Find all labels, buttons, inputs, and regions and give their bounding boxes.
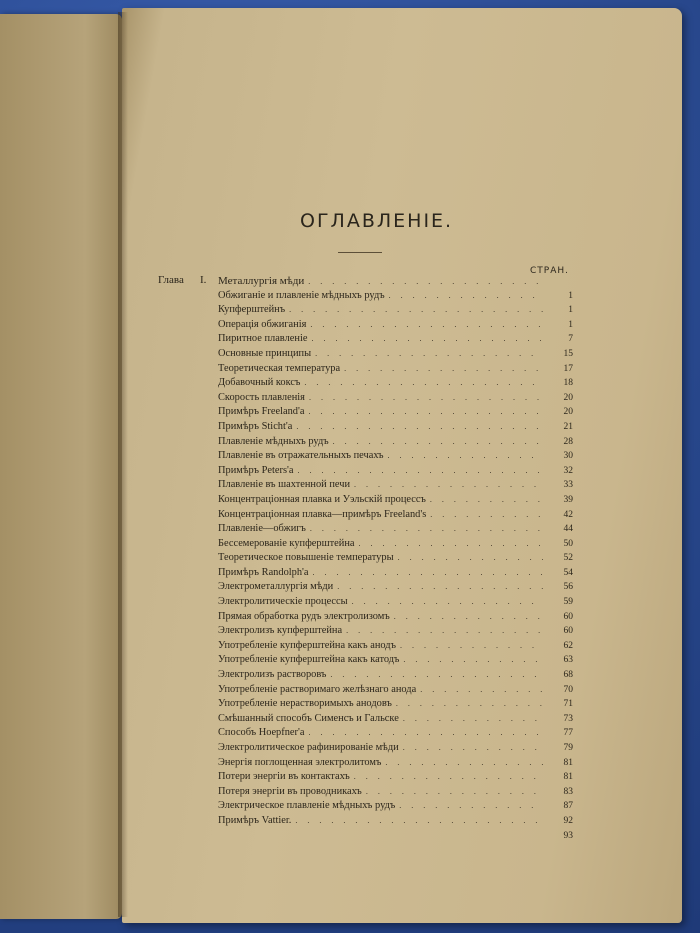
toc-leader-dots: [346, 624, 543, 639]
toc-entry-page: 7: [568, 334, 573, 345]
toc-entry-title: Плавленіе въ шахтенной печи: [218, 479, 351, 491]
toc-leader-dots: [308, 275, 543, 290]
toc-entry-page: 50: [563, 538, 573, 549]
toc-entry-page: 70: [563, 684, 573, 695]
page-title: ОГЛАВЛЕНІЕ.: [300, 210, 454, 232]
toc-entry-page: 33: [563, 480, 573, 491]
toc-leader-dots: [430, 508, 543, 523]
toc-entry-title: Потеря энергіи въ проводникахъ: [218, 785, 362, 797]
toc-entry-page: 15: [563, 348, 573, 359]
toc-entry-title: Прямая обработка рудъ электролизомъ: [218, 610, 390, 622]
toc-entry-page: 92: [563, 815, 573, 826]
toc-entry-page: 28: [563, 436, 573, 447]
toc-entry-page: 54: [563, 567, 573, 578]
toc-leader-dots: [311, 332, 543, 347]
toc-entry: [218, 347, 573, 362]
toc-entry-page: 60: [563, 626, 573, 637]
title-rule: [338, 252, 382, 253]
toc-entry-title: Купферштейнъ: [218, 304, 286, 316]
toc-entry: [218, 537, 573, 552]
toc-leader-dots: [403, 741, 543, 756]
toc-entry-title: Концентраціонная плавка—примѣръ Freeland's: [218, 508, 427, 520]
toc-entry-title: Электрическое плавленіе мѣдныхъ рудъ: [218, 800, 396, 812]
toc-entry: [218, 508, 573, 523]
toc-entry-title: Электролизъ растворовъ: [218, 669, 327, 681]
toc-entry-page: 1: [568, 290, 573, 301]
toc-entry-title: Обжиганіе и плавленіе мѣдныхъ рудъ: [218, 289, 385, 301]
toc-entry-page: 1: [568, 319, 573, 330]
toc-entry: [218, 303, 573, 318]
toc-entry: [218, 420, 573, 435]
toc-leader-dots: [309, 391, 543, 406]
chapter-number: I.: [200, 274, 207, 286]
toc-entry-page: 18: [563, 378, 573, 389]
toc-entry: [218, 435, 573, 450]
toc-entry: [218, 551, 573, 566]
toc-entry: [218, 770, 573, 785]
toc-entry-title: Примѣръ Peters'a: [218, 464, 294, 476]
toc-entry: [218, 405, 573, 420]
toc-entry-title: Плавленіе—обжигъ: [218, 523, 306, 535]
toc-entry-page: 52: [563, 553, 573, 564]
toc-leader-dots: [333, 435, 543, 450]
toc-entry: [218, 464, 573, 479]
toc-entry: [218, 610, 573, 625]
toc-entry-page: 17: [563, 363, 573, 374]
toc-entry-title: Потери энергіи въ контактахъ: [218, 771, 350, 783]
toc-entry: [218, 814, 573, 829]
toc-entry: [218, 391, 573, 406]
toc-entry-title: Употребленіе нерастворимыхъ анодовъ: [218, 698, 392, 710]
toc-entry-page: 44: [563, 524, 573, 535]
toc-entry: [218, 376, 573, 391]
pages-column-header: СТРАН.: [530, 266, 569, 276]
toc-entry-title: Употребленіе растворимаго желѣзнаго анода: [218, 683, 417, 695]
toc-entry-page: 1: [568, 305, 573, 316]
toc-leader-dots: [354, 478, 543, 493]
toc-entry-title: Металлургія мѣди: [218, 275, 305, 287]
toc-entry-title: Пиритное плавленіе: [218, 333, 308, 345]
toc-entry-title: Примѣръ Randolph'a: [218, 566, 309, 578]
toc-leader-dots: [394, 610, 543, 625]
toc-entry-page: 77: [563, 728, 573, 739]
toc-leader-dots: [400, 639, 543, 654]
toc-entry-title: Электролизъ купферштейна: [218, 625, 343, 637]
toc-entry: [218, 362, 573, 377]
toc-entry-page: 30: [563, 451, 573, 462]
toc-entry-page: 81: [563, 772, 573, 783]
toc-entry: [218, 580, 573, 595]
toc-entry-title: Теоретическое повышеніе температуры: [218, 552, 394, 564]
toc-entry-title: Употребленіе купферштейна какъ катодъ: [218, 654, 400, 666]
toc-leader-dots: [296, 420, 543, 435]
toc-entry-title: Скорость плавленія: [218, 391, 305, 403]
toc-entry-title: Электрометаллургія мѣди: [218, 581, 334, 593]
toc-entry-page: 32: [563, 465, 573, 476]
toc-leader-dots: [396, 697, 543, 712]
toc-entry-title: Операція обжиганія: [218, 318, 307, 330]
toc-entry-page: 79: [563, 743, 573, 753]
toc-entry-page: 21: [563, 421, 573, 432]
toc-leader-dots: [310, 318, 543, 333]
toc-entry-title: Плавленіе мѣдныхъ рудъ: [218, 435, 329, 447]
toc-entry: [218, 318, 573, 333]
toc-entry-title: Электролитическіе процессы: [218, 596, 348, 608]
toc-entry: [218, 799, 573, 814]
toc-leader-dots: [310, 522, 543, 537]
toc-entry-title: Примѣръ Sticht'a: [218, 420, 293, 432]
toc-entry: [218, 785, 573, 800]
toc-trailing-page: 93: [563, 830, 573, 841]
toc-entry-page: 59: [563, 597, 573, 608]
toc-leader-dots: [359, 537, 544, 552]
bleed-through-text: [10, 194, 90, 254]
toc-entry-page: 20: [563, 392, 573, 403]
toc-leader-dots: [430, 493, 543, 508]
toc-entry: [218, 566, 573, 581]
toc-entry-title: Примѣръ Vattier.: [218, 814, 292, 826]
toc-entry-title: Способъ Hoepfner'a: [218, 727, 305, 739]
toc-entry-page: 56: [563, 582, 573, 593]
toc-entry-title: Употребленіе купферштейна какъ анодъ: [218, 639, 396, 651]
toc-leader-dots: [304, 376, 543, 391]
toc-entry-page: 87: [563, 801, 573, 812]
toc-entry: [218, 493, 573, 508]
toc-entry: [218, 332, 573, 347]
toc-leader-dots: [354, 770, 543, 785]
toc-leader-dots: [344, 362, 543, 377]
toc-entry: [218, 624, 573, 639]
toc-leader-dots: [289, 303, 543, 318]
toc-entry-page: 63: [563, 655, 573, 666]
toc-entry: [218, 712, 573, 727]
toc-entry: [218, 639, 573, 654]
toc-entry: [218, 274, 573, 289]
toc-leader-dots: [398, 551, 543, 566]
toc-entry: [218, 289, 573, 304]
toc-leader-dots: [298, 464, 543, 479]
toc-leader-dots: [385, 756, 543, 771]
toc-list: [218, 274, 573, 843]
toc-entry: [218, 522, 573, 537]
toc-leader-dots: [330, 668, 543, 683]
toc-entry-page: 73: [563, 713, 573, 724]
toc-entry-title: Добавочный коксъ: [218, 377, 301, 389]
toc-entry: [218, 741, 573, 756]
toc-leader-dots: [313, 566, 543, 581]
toc-leader-dots: [315, 347, 543, 362]
toc-entry-title: Электролитическое рафинированіе мѣди: [218, 742, 399, 753]
toc-leader-dots: [352, 595, 543, 610]
toc-trailing-page-row: [218, 829, 573, 844]
toc-entry-title: Плавленіе въ отражательныхъ печахъ: [218, 450, 384, 462]
toc-entry-title: Концентраціонная плавка и Уэльскій процессъ: [218, 493, 426, 505]
book-gutter: [118, 12, 128, 917]
toc-entry: [218, 697, 573, 712]
toc-entry-page: 68: [563, 670, 573, 681]
toc-entry-page: 60: [563, 611, 573, 622]
toc-leader-dots: [295, 814, 543, 829]
toc-entry-page: 71: [563, 699, 573, 710]
left-page: [0, 14, 122, 919]
toc-leader-dots: [403, 712, 543, 727]
toc-entry: [218, 595, 573, 610]
toc-entry-title: Теоретическая температура: [218, 362, 341, 374]
toc-leader-dots: [403, 653, 543, 668]
toc-entry-page: 83: [563, 786, 573, 797]
toc-leader-dots: [366, 785, 543, 800]
toc-entry: [218, 653, 573, 668]
toc-leader-dots: [308, 726, 543, 741]
toc-leader-dots: [337, 580, 543, 595]
toc-entry-title: Энергія поглощенная электролитомъ: [218, 756, 382, 768]
toc-entry-page: 20: [563, 407, 573, 418]
toc-entry-page: 42: [563, 509, 573, 520]
toc-entry: [218, 478, 573, 493]
toc-leader-dots: [389, 289, 543, 304]
toc-leader-dots: [388, 449, 543, 464]
toc-entry: [218, 756, 573, 771]
toc-entry-page: 62: [563, 640, 573, 651]
toc-leader-dots: [420, 683, 543, 698]
toc-entry-page: 81: [563, 757, 573, 768]
toc-entry: [218, 668, 573, 683]
chapter-label: Глава: [158, 274, 184, 286]
toc-entry: [218, 683, 573, 698]
toc-entry-title: Примѣръ Freeland'a: [218, 406, 305, 418]
toc-entry: [218, 449, 573, 464]
toc-entry: [218, 726, 573, 741]
toc-entry-title: Основные принципы: [218, 347, 312, 359]
toc-leader-dots: [399, 799, 543, 814]
toc-entry-title: Смѣшанный способъ Сименсъ и Гальске: [218, 712, 399, 724]
toc-entry-title: Бессемерованіе купферштейна: [218, 537, 355, 549]
toc-leader-dots: [308, 405, 543, 420]
toc-entry-page: 39: [563, 494, 573, 505]
